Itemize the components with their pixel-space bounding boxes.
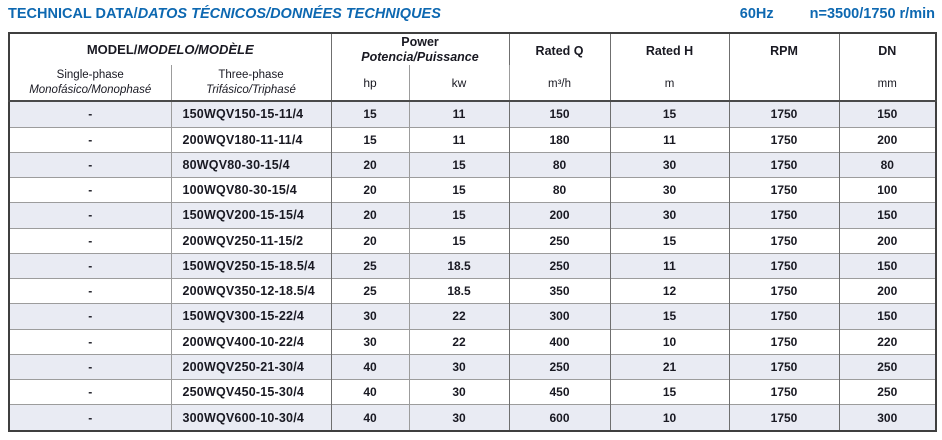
cell-rated-h: 12 [610, 279, 729, 304]
column-header-rpm [729, 33, 839, 101]
cell-rated-q: 400 [509, 329, 610, 354]
single-phase-intl: Monofásico/Monophasé [29, 83, 152, 96]
cell-model: 200WQV400-10-22/4 [171, 329, 331, 354]
dn-label: DN [878, 43, 897, 58]
cell-rpm: 1750 [729, 279, 839, 304]
page-header [8, 4, 935, 29]
frequency-label: 60Hz [739, 6, 774, 22]
cell-model: 100WQV80-30-15/4 [171, 178, 331, 203]
cell-rated-h: 21 [610, 354, 729, 379]
cell-rpm: 1750 [729, 354, 839, 379]
cell-single-phase: - [9, 405, 171, 431]
cell-dn: 150 [839, 253, 936, 278]
cell-rpm: 1750 [729, 228, 839, 253]
cell-power-hp: 20 [331, 228, 409, 253]
cell-dn: 100 [839, 178, 936, 203]
cell-rated-h: 30 [610, 203, 729, 228]
cell-dn: 150 [839, 101, 936, 127]
cell-power-hp: 30 [331, 304, 409, 329]
cell-power-hp: 30 [331, 329, 409, 354]
cell-power-hp: 20 [331, 178, 409, 203]
cell-rpm: 1750 [729, 380, 839, 405]
cell-power-hp: 40 [331, 405, 409, 431]
cell-rpm: 1750 [729, 329, 839, 354]
three-phase-intl: Trifásico/Triphasé [206, 83, 296, 96]
cell-power-kw: 30 [409, 405, 509, 431]
cell-rated-h: 11 [610, 127, 729, 152]
power-header-en: Power [401, 35, 439, 50]
cell-rated-h: 10 [610, 405, 729, 431]
table-row [9, 279, 936, 304]
rated-h-unit: m [664, 77, 675, 90]
cell-dn: 150 [839, 203, 936, 228]
three-phase-en: Three-phase [218, 68, 284, 81]
cell-rated-q: 250 [509, 228, 610, 253]
column-header-rated-q [509, 33, 610, 101]
cell-rated-q: 200 [509, 203, 610, 228]
table-header [9, 33, 936, 101]
cell-power-hp: 40 [331, 380, 409, 405]
column-header-power [331, 33, 509, 65]
cell-model: 200WQV350-12-18.5/4 [171, 279, 331, 304]
cell-dn: 150 [839, 304, 936, 329]
cell-rated-q: 600 [509, 405, 610, 431]
cell-power-kw: 22 [409, 329, 509, 354]
cell-single-phase: - [9, 253, 171, 278]
cell-rated-h: 30 [610, 178, 729, 203]
cell-model: 200WQV250-21-30/4 [171, 354, 331, 379]
cell-power-kw: 30 [409, 354, 509, 379]
cell-single-phase: - [9, 228, 171, 253]
cell-single-phase: - [9, 152, 171, 177]
rpm-unit [730, 67, 839, 100]
cell-rated-h: 15 [610, 101, 729, 127]
rpm-label: RPM [770, 43, 798, 58]
cell-single-phase: - [9, 380, 171, 405]
cell-rated-q: 450 [509, 380, 610, 405]
cell-power-kw: 15 [409, 178, 509, 203]
table-body [9, 101, 936, 431]
cell-rated-q: 300 [509, 304, 610, 329]
table-row [9, 127, 936, 152]
cell-rpm: 1750 [729, 127, 839, 152]
table-row [9, 203, 936, 228]
cell-rated-h: 30 [610, 152, 729, 177]
column-header-single-phase [9, 65, 171, 101]
cell-model: 150WQV250-15-18.5/4 [171, 253, 331, 278]
cell-power-hp: 15 [331, 101, 409, 127]
cell-rated-q: 150 [509, 101, 610, 127]
speed-label: n=3500/1750 r/min [809, 6, 935, 22]
cell-model: 200WQV180-11-11/4 [171, 127, 331, 152]
cell-dn: 250 [839, 354, 936, 379]
cell-power-kw: 22 [409, 304, 509, 329]
cell-model: 150WQV150-15-11/4 [171, 101, 331, 127]
cell-single-phase: - [9, 178, 171, 203]
column-header-three-phase [171, 65, 331, 101]
cell-power-hp: 40 [331, 354, 409, 379]
cell-power-kw: 30 [409, 380, 509, 405]
cell-dn: 250 [839, 380, 936, 405]
cell-single-phase: - [9, 354, 171, 379]
cell-dn: 200 [839, 228, 936, 253]
cell-power-hp: 15 [331, 127, 409, 152]
column-header-kw: kw [409, 65, 509, 101]
cell-rated-h: 15 [610, 380, 729, 405]
cell-power-hp: 25 [331, 279, 409, 304]
cell-rpm: 1750 [729, 178, 839, 203]
cell-rated-q: 250 [509, 354, 610, 379]
table-row [9, 380, 936, 405]
cell-rpm: 1750 [729, 203, 839, 228]
table-row [9, 178, 936, 203]
model-header-en: MODEL/ [86, 42, 138, 57]
model-header-intl: MODELO/MODÈLE [137, 42, 254, 57]
cell-rated-q: 350 [509, 279, 610, 304]
cell-rated-h: 11 [610, 253, 729, 278]
cell-rated-q: 80 [509, 178, 610, 203]
cell-power-hp: 20 [331, 203, 409, 228]
page-title-en: TECHNICAL DATA/ [8, 6, 138, 22]
cell-power-kw: 18.5 [409, 253, 509, 278]
rated-q-label: Rated Q [535, 43, 584, 58]
cell-rpm: 1750 [729, 405, 839, 431]
cell-rpm: 1750 [729, 152, 839, 177]
cell-rpm: 1750 [729, 101, 839, 127]
cell-single-phase: - [9, 279, 171, 304]
cell-model: 150WQV300-15-22/4 [171, 304, 331, 329]
cell-model: 200WQV250-11-15/2 [171, 228, 331, 253]
cell-single-phase: - [9, 127, 171, 152]
table-row [9, 329, 936, 354]
table-row [9, 101, 936, 127]
cell-model: 80WQV80-30-15/4 [171, 152, 331, 177]
power-header-intl: Potencia/Puissance [361, 49, 479, 64]
header-specs [740, 6, 935, 22]
column-header-hp: hp [331, 65, 409, 101]
cell-rated-q: 80 [509, 152, 610, 177]
column-header-dn [839, 33, 936, 101]
cell-rpm: 1750 [729, 304, 839, 329]
cell-power-kw: 15 [409, 152, 509, 177]
table-row [9, 304, 936, 329]
cell-model: 150WQV200-15-15/4 [171, 203, 331, 228]
table-row [9, 228, 936, 253]
cell-dn: 300 [839, 405, 936, 431]
cell-power-kw: 18.5 [409, 279, 509, 304]
cell-dn: 220 [839, 329, 936, 354]
rated-q-unit: m³/h [548, 77, 572, 90]
cell-rated-q: 250 [509, 253, 610, 278]
cell-rated-h: 10 [610, 329, 729, 354]
cell-power-kw: 15 [409, 203, 509, 228]
table-row [9, 405, 936, 431]
cell-single-phase: - [9, 203, 171, 228]
cell-power-kw: 11 [409, 101, 509, 127]
table-row [9, 152, 936, 177]
page-title-intl: DATOS TÉCNICOS/DONNÉES TECHNIQUES [137, 6, 441, 22]
cell-dn: 200 [839, 279, 936, 304]
cell-power-kw: 15 [409, 228, 509, 253]
cell-power-hp: 20 [331, 152, 409, 177]
cell-power-kw: 11 [409, 127, 509, 152]
cell-model: 250WQV450-15-30/4 [171, 380, 331, 405]
column-header-rated-h [610, 33, 729, 101]
cell-rated-h: 15 [610, 304, 729, 329]
cell-model: 300WQV600-10-30/4 [171, 405, 331, 431]
cell-single-phase: - [9, 101, 171, 127]
dn-unit: mm [877, 77, 897, 90]
cell-dn: 200 [839, 127, 936, 152]
rated-h-label: Rated H [645, 43, 694, 58]
page-title [8, 6, 441, 22]
cell-single-phase: - [9, 304, 171, 329]
column-header-model [9, 33, 331, 65]
cell-dn: 80 [839, 152, 936, 177]
cell-single-phase: - [9, 329, 171, 354]
technical-data-table [8, 32, 937, 432]
cell-rated-h: 15 [610, 228, 729, 253]
cell-rated-q: 180 [509, 127, 610, 152]
table-row [9, 253, 936, 278]
cell-power-hp: 25 [331, 253, 409, 278]
single-phase-en: Single-phase [56, 68, 124, 81]
table-row [9, 354, 936, 379]
cell-rpm: 1750 [729, 253, 839, 278]
